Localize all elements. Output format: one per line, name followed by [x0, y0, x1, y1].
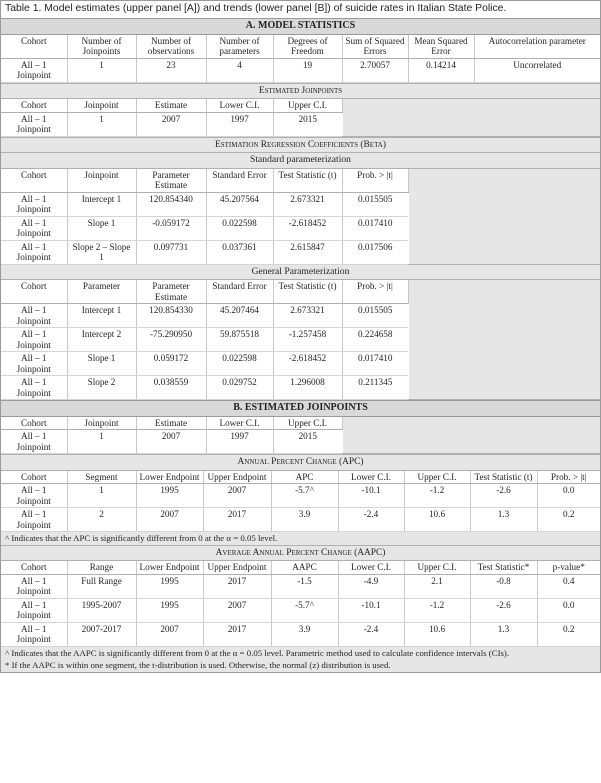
table-cell: -2.6: [470, 484, 537, 508]
table-cell: -10.1: [338, 484, 404, 508]
column-header: Sum of Squared Errors: [342, 34, 408, 58]
table-cell: All – 1 Joinpoint: [1, 622, 67, 646]
empty-cell: [342, 416, 600, 454]
table-cell: Intercept 1: [67, 304, 136, 328]
column-header: Cohort: [1, 34, 67, 58]
empty-cell: [342, 99, 600, 137]
table-cell: 19: [273, 58, 342, 82]
table-cell: 1.3: [470, 622, 537, 646]
column-header: Cohort: [1, 168, 67, 192]
table-cell: All – 1 Joinpoint: [1, 574, 67, 598]
table-cell: All – 1 Joinpoint: [1, 112, 67, 136]
table-cell: 0.224658: [342, 328, 408, 352]
column-header: Autocorrelation parameter: [474, 34, 600, 58]
estimated-joinpoints-title: Estimated Joinpoints: [1, 83, 600, 99]
table-cell: 1995: [136, 598, 203, 622]
table-caption: Table 1. Model estimates (upper panel [A]) and trends (lower panel [B]) of suicide rates in Italian State Police.: [1, 1, 600, 18]
header-row: [1, 561, 600, 575]
table-cell: 3.9: [271, 622, 338, 646]
table-cell: 4: [206, 58, 273, 82]
column-header: Joinpoint: [67, 99, 136, 113]
table-cell: 1: [67, 58, 136, 82]
column-header: Upper C.I.: [273, 99, 342, 113]
table-cell: All – 1 Joinpoint: [1, 216, 67, 240]
section-b-title: B. ESTIMATED JOINPOINTS: [1, 401, 600, 417]
column-header: Number of Joinpoints: [67, 34, 136, 58]
column-header: Parameter Estimate: [136, 168, 206, 192]
table-cell: 2007: [136, 112, 206, 136]
aapc-title: Average Annual Percent Change (AAPC): [1, 545, 600, 561]
table-cell: 2007-2017: [67, 622, 136, 646]
table-cell: 0.022598: [206, 216, 273, 240]
table-cell: 0.0: [537, 598, 600, 622]
column-header: Test Statistic (t): [273, 280, 342, 304]
header-row: [1, 470, 600, 484]
table-cell: 0.059172: [136, 352, 206, 376]
apc-table: [1, 454, 600, 545]
table-row: [1, 574, 600, 598]
column-header: Mean Squared Error: [408, 34, 474, 58]
table-cell: Slope 1: [67, 216, 136, 240]
column-header: Cohort: [1, 561, 67, 575]
column-header: Upper C.I.: [273, 416, 342, 430]
table-cell: -1.2: [404, 484, 470, 508]
table-cell: All – 1 Joinpoint: [1, 598, 67, 622]
column-header: Degrees of Freedom: [273, 34, 342, 58]
column-header: Prob. > |t|: [537, 470, 600, 484]
table-cell: Slope 1: [67, 352, 136, 376]
column-header: Joinpoint: [67, 416, 136, 430]
column-header: Parameter: [67, 280, 136, 304]
table-cell: -10.1: [338, 598, 404, 622]
table-cell: 120.854330: [136, 304, 206, 328]
aapc-footnote-2: * If the AAPC is within one segment, the t-distribution is used. Otherwise, the normal (z) distribution is used.: [1, 659, 600, 672]
column-header: Cohort: [1, 280, 67, 304]
table-cell: 0.037361: [206, 240, 273, 264]
table-cell: Full Range: [67, 574, 136, 598]
table-cell: Uncorrelated: [474, 58, 600, 82]
table-cell: Intercept 1: [67, 192, 136, 216]
column-header: Number of parameters: [206, 34, 273, 58]
column-header: Estimate: [136, 99, 206, 113]
column-header: Standard Error: [206, 280, 273, 304]
column-header: Lower Endpoint: [136, 470, 203, 484]
column-header: Upper C.I.: [404, 470, 470, 484]
table-cell: Slope 2: [67, 376, 136, 400]
column-header: Cohort: [1, 99, 67, 113]
table-cell: 1997: [206, 112, 273, 136]
table-cell: Intercept 2: [67, 328, 136, 352]
table-cell: All – 1 Joinpoint: [1, 58, 67, 82]
table-cell: -75.290950: [136, 328, 206, 352]
table-cell: All – 1 Joinpoint: [1, 192, 67, 216]
table-cell: 1: [67, 112, 136, 136]
table-cell: 0.0: [537, 484, 600, 508]
column-header: Upper Endpoint: [203, 470, 271, 484]
apc-title: Annual Percent Change (APC): [1, 455, 600, 471]
column-header: p-value*: [537, 561, 600, 575]
table-cell: 1: [67, 430, 136, 454]
section-b-joinpoints-table: [1, 400, 600, 454]
table-cell: 45.207464: [206, 304, 273, 328]
table-cell: All – 1 Joinpoint: [1, 240, 67, 264]
table-cell: 0.2: [537, 622, 600, 646]
column-header: AAPC: [271, 561, 338, 575]
table-cell: 0.14214: [408, 58, 474, 82]
table-cell: 0.017410: [342, 216, 408, 240]
header-row: [1, 99, 600, 113]
table-cell: 2015: [273, 430, 342, 454]
table-cell: 0.017506: [342, 240, 408, 264]
column-header: Prob. > |t|: [342, 168, 408, 192]
table-cell: -5.7^: [271, 598, 338, 622]
column-header: Parameter Estimate: [136, 280, 206, 304]
table-cell: 45.207564: [206, 192, 273, 216]
table-cell: 23: [136, 58, 206, 82]
table-cell: All – 1 Joinpoint: [1, 328, 67, 352]
table-cell: 59.875518: [206, 328, 273, 352]
table-cell: 1995: [136, 484, 203, 508]
table-row: [1, 508, 600, 532]
table-cell: -1.5: [271, 574, 338, 598]
table-cell: -2.4: [338, 508, 404, 532]
empty-cell: [408, 168, 600, 264]
table-cell: 0.211345: [342, 376, 408, 400]
column-header: Test Statistic (t): [273, 168, 342, 192]
table-cell: 2.673321: [273, 192, 342, 216]
column-header: Cohort: [1, 416, 67, 430]
table-cell: 2007: [203, 598, 271, 622]
table-cell: 2.1: [404, 574, 470, 598]
table-cell: 2007: [136, 508, 203, 532]
aapc-table: [1, 545, 600, 672]
column-header: Prob. > |t|: [342, 280, 408, 304]
table-cell: 0.2: [537, 508, 600, 532]
column-header: Standard Error: [206, 168, 273, 192]
table-cell: 2007: [136, 622, 203, 646]
table-cell: 0.017410: [342, 352, 408, 376]
column-header: Test Statistic*: [470, 561, 537, 575]
table-cell: All – 1 Joinpoint: [1, 484, 67, 508]
table-cell: 10.6: [404, 508, 470, 532]
column-header: APC: [271, 470, 338, 484]
table-row: [1, 58, 600, 82]
table-row: [1, 622, 600, 646]
section-a-title: A. MODEL STATISTICS: [1, 19, 600, 35]
model-statistics-table: [1, 18, 600, 83]
header-row: [1, 168, 600, 192]
table-cell: -0.059172: [136, 216, 206, 240]
table-cell: All – 1 Joinpoint: [1, 376, 67, 400]
column-header: Upper Endpoint: [203, 561, 271, 575]
column-header: Lower C.I.: [338, 561, 404, 575]
table-cell: -0.8: [470, 574, 537, 598]
header-row: [1, 34, 600, 58]
header-row: [1, 416, 600, 430]
column-header: Range: [67, 561, 136, 575]
table-row: [1, 598, 600, 622]
table-cell: -4.9: [338, 574, 404, 598]
column-header: Lower C.I.: [206, 416, 273, 430]
table-cell: -5.7^: [271, 484, 338, 508]
table-cell: 2.70057: [342, 58, 408, 82]
table-cell: 2.615847: [273, 240, 342, 264]
column-header: Upper C.I.: [404, 561, 470, 575]
table-cell: 0.015505: [342, 192, 408, 216]
table-cell: 0.015505: [342, 304, 408, 328]
table-cell: -2.4: [338, 622, 404, 646]
table-cell: All – 1 Joinpoint: [1, 352, 67, 376]
table-cell: 0.038559: [136, 376, 206, 400]
apc-footnote: ^ Indicates that the APC is significantly different from 0 at the α = 0.05 level.: [1, 532, 600, 545]
table-cell: 1.3: [470, 508, 537, 532]
table-cell: 1.296008: [273, 376, 342, 400]
table-cell: 2017: [203, 508, 271, 532]
column-header: Cohort: [1, 470, 67, 484]
table-cell: -1.257458: [273, 328, 342, 352]
header-row: [1, 280, 600, 304]
table-cell: 2.673321: [273, 304, 342, 328]
table-cell: 2015: [273, 112, 342, 136]
column-header: Number of observations: [136, 34, 206, 58]
estimated-joinpoints-table: [1, 83, 600, 137]
column-header: Lower C.I.: [338, 470, 404, 484]
table-cell: 1995-2007: [67, 598, 136, 622]
table-cell: Slope 2 – Slope 1: [67, 240, 136, 264]
table-cell: 2: [67, 508, 136, 532]
table-cell: All – 1 Joinpoint: [1, 304, 67, 328]
table-cell: 0.4: [537, 574, 600, 598]
table-cell: 0.029752: [206, 376, 273, 400]
table-cell: All – 1 Joinpoint: [1, 508, 67, 532]
table-cell: 0.097731: [136, 240, 206, 264]
column-header: Estimate: [136, 416, 206, 430]
column-header: Joinpoint: [67, 168, 136, 192]
table-cell: -2.618452: [273, 352, 342, 376]
table-cell: -2.6: [470, 598, 537, 622]
table-cell: 2017: [203, 574, 271, 598]
column-header: Lower C.I.: [206, 99, 273, 113]
general-parameterization-title: General Parameterization: [1, 264, 600, 280]
table-cell: 2017: [203, 622, 271, 646]
standard-parameterization-title: Standard parameterization: [1, 153, 600, 169]
table-cell: 2007: [203, 484, 271, 508]
table-cell: 1995: [136, 574, 203, 598]
table-cell: All – 1 Joinpoint: [1, 430, 67, 454]
table-cell: -1.2: [404, 598, 470, 622]
table-cell: -2.618452: [273, 216, 342, 240]
table-cell: 0.022598: [206, 352, 273, 376]
table-row: [1, 484, 600, 508]
column-header: Lower Endpoint: [136, 561, 203, 575]
table-cell: 120.854340: [136, 192, 206, 216]
table-cell: 1: [67, 484, 136, 508]
table-cell: 2007: [136, 430, 206, 454]
column-header: Segment: [67, 470, 136, 484]
table-cell: 1997: [206, 430, 273, 454]
table-cell: 10.6: [404, 622, 470, 646]
empty-cell: [408, 280, 600, 400]
aapc-footnote-1: ^ Indicates that the AAPC is significantly different from 0 at the α = 0.05 level. Parametric method used to calculate confidence intervals (CIs).: [1, 646, 600, 659]
column-header: Test Statistic (t): [470, 470, 537, 484]
table-cell: 3.9: [271, 508, 338, 532]
regression-title: Estimation Regression Coefficients (Beta): [1, 137, 600, 153]
regression-coefficients-table: [1, 137, 600, 401]
